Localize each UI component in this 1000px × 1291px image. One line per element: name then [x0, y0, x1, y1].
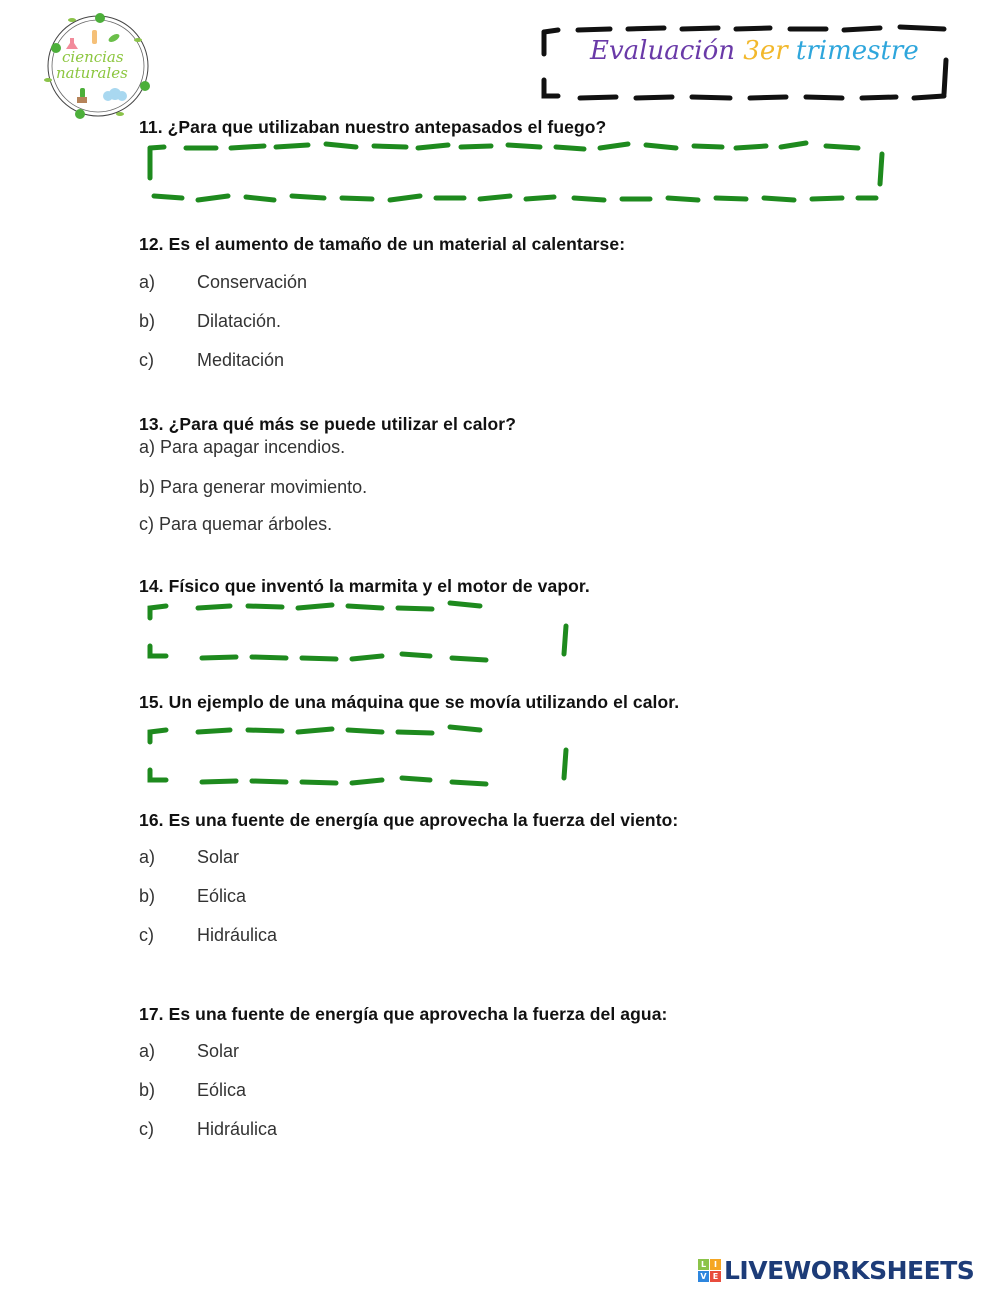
q17-option-b[interactable] — [139, 1080, 246, 1101]
ciencias-naturales-logo — [40, 10, 158, 122]
option-label: Para generar movimiento. — [160, 477, 368, 497]
logo-line2: naturales — [56, 64, 128, 82]
option-letter: b) — [139, 1080, 156, 1100]
answer-box-q14[interactable] — [146, 598, 572, 666]
title-part-trimestre: trimestre — [795, 36, 919, 66]
answer-box-q15[interactable] — [146, 722, 572, 790]
option-letter: c) — [139, 514, 154, 534]
option-label: Solar — [197, 847, 240, 867]
question-13: 13. ¿Para qué más se puede utilizar el calor? — [139, 414, 517, 434]
live-badge-icon — [698, 1259, 721, 1282]
q12-option-c[interactable] — [139, 350, 284, 371]
option-label: Hidráulica — [197, 1119, 278, 1139]
q17-option-a[interactable] — [139, 1041, 239, 1062]
option-letter: b) — [139, 477, 156, 497]
option-label: Eólica — [197, 886, 247, 906]
q17-option-c[interactable] — [139, 1119, 277, 1140]
cloud-icon — [103, 88, 127, 101]
option-letter: c) — [139, 1119, 154, 1139]
q13-option-c[interactable] — [139, 514, 332, 535]
option-label: Para apagar incendios. — [160, 437, 346, 457]
option-label: Solar — [197, 1041, 240, 1061]
q13-option-a[interactable] — [139, 437, 345, 458]
badge-letter: V — [698, 1271, 709, 1282]
title-part-3er: 3er — [743, 36, 788, 66]
liveworksheets-brand[interactable] — [698, 1256, 974, 1285]
option-letter: b) — [139, 311, 156, 331]
question-14: 14. Físico que inventó la marmita y el motor de vapor. — [139, 576, 590, 596]
option-label: Conservación — [197, 272, 308, 292]
option-label: Hidráulica — [197, 925, 278, 945]
page-title — [590, 36, 919, 66]
logo-line1: ciencias — [62, 48, 124, 66]
option-letter: b) — [139, 886, 156, 906]
q16-option-c[interactable] — [139, 925, 277, 946]
q13-option-b[interactable] — [139, 477, 367, 498]
question-17: 17. Es una fuente de energía que aprovecha la fuerza del agua: — [139, 1004, 668, 1024]
option-letter: c) — [139, 925, 154, 945]
test-tube-icon — [92, 30, 97, 44]
badge-letter: L — [698, 1259, 709, 1270]
option-letter: a) — [139, 847, 156, 867]
question-15: 15. Un ejemplo de una máquina que se movía utilizando el calor. — [139, 692, 680, 712]
option-letter: a) — [139, 272, 156, 292]
option-label: Eólica — [197, 1080, 247, 1100]
brand-name: LIVEWORKSHEETS — [724, 1256, 975, 1285]
option-label: Para quemar árboles. — [159, 514, 333, 534]
q12-option-b[interactable] — [139, 311, 281, 332]
cactus-icon — [80, 88, 85, 98]
option-letter: a) — [139, 437, 156, 457]
badge-letter: I — [710, 1259, 721, 1270]
option-label: Meditación — [197, 350, 285, 370]
q12-option-a[interactable] — [139, 272, 307, 293]
q16-option-b[interactable] — [139, 886, 246, 907]
option-letter: a) — [139, 1041, 156, 1061]
question-11: 11. ¿Para que utilizaban nuestro antepasados el fuego? — [139, 117, 607, 137]
question-12: 12. Es el aumento de tamaño de un material al calentarse: — [139, 234, 626, 254]
title-part-evaluacion: Evaluación — [590, 36, 736, 66]
question-16: 16. Es una fuente de energía que aprovecha la fuerza del viento: — [139, 810, 679, 830]
badge-letter: E — [710, 1271, 721, 1282]
option-label: Dilatación. — [197, 311, 282, 331]
q16-option-a[interactable] — [139, 847, 239, 868]
answer-box-q11[interactable] — [146, 140, 891, 206]
option-letter: c) — [139, 350, 154, 370]
leaf-icon — [107, 32, 120, 43]
